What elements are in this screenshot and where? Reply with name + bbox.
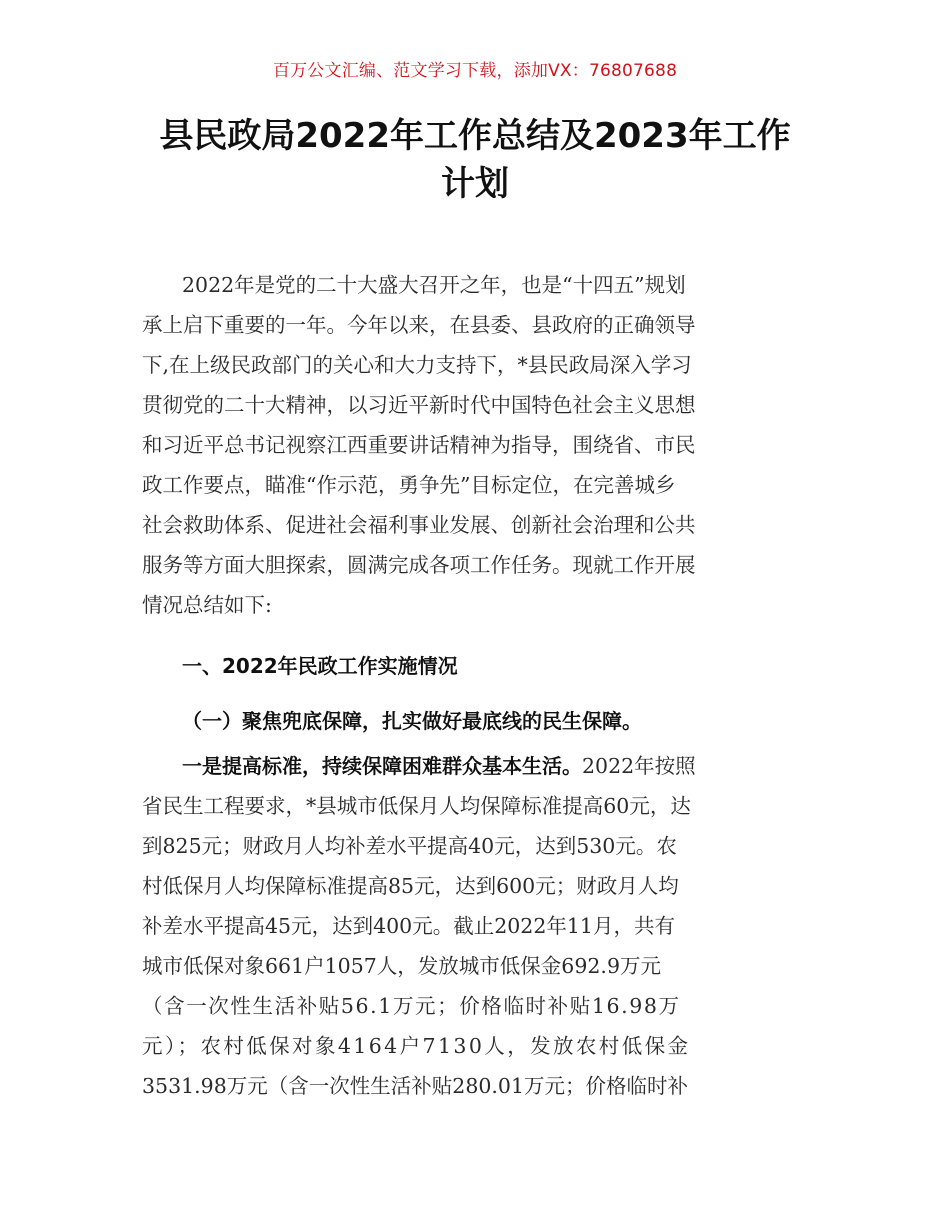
- paragraph-line: 城市低保对象661户1057人，发放城市低保金692.9万元: [142, 954, 661, 978]
- section-heading: 一、2022年民政工作实施情况: [182, 654, 458, 678]
- paragraph-line: 服务等方面大胆探索，圆满完成各项工作任务。现就工作开展: [142, 553, 696, 577]
- paragraph-line: 省民生工程要求，*县城市低保月人均保障标准提高60元，达: [142, 794, 691, 818]
- promo-banner: 百万公文汇编、范文学习下载，添加VX：76807688: [272, 61, 678, 81]
- title-line: 计划: [441, 164, 509, 204]
- paragraph-line: [142, 746, 810, 786]
- standards-paragraph: [142, 746, 810, 1106]
- paragraph-line: 贯彻党的二十大精神，以习近平新时代中国特色社会主义思想: [142, 393, 696, 417]
- paragraph-line: 承上启下重要的一年。今年以来，在县委、县政府的正确领导: [142, 313, 696, 337]
- paragraph-line: 2022年是党的二十大盛大召开之年，也是“十四五”规划: [182, 273, 686, 297]
- paragraph-line-rest: 2022年按照: [582, 754, 696, 778]
- paragraph-line: 补差水平提高45元，达到400元。截止2022年11月，共有: [142, 914, 675, 938]
- title-line: 县民政局2022年工作总结及2023年工作: [159, 116, 791, 156]
- paragraph-lead: 一是提高标准，持续保障困难群众基本生活。: [182, 754, 582, 778]
- paragraph-line: 3531.98万元（含一次性生活补贴280.01万元；价格临时补: [142, 1074, 689, 1098]
- paragraph-line: （含一次性生活补贴56.1万元；价格临时补贴16.98万: [142, 994, 681, 1018]
- subsection-heading: （一）聚焦兜底保障，扎实做好最底线的民生保障。: [182, 709, 642, 733]
- paragraph-line: 村低保月人均保障标准提高85元，达到600元；财政月人均: [142, 874, 679, 898]
- paragraph-line: 元）；农村低保对象4164户7130人，发放农村低保金: [142, 1034, 691, 1058]
- paragraph-line: 社会救助体系、促进社会福利事业发展、创新社会治理和公共: [142, 513, 696, 537]
- intro-paragraph: [142, 265, 810, 625]
- paragraph-line: 下,在上级民政部门的关心和大力支持下，*县民政局深入学习: [142, 353, 692, 377]
- document-title: [60, 112, 890, 208]
- paragraph-line: 和习近平总书记视察江西重要讲话精神为指导，围绕省、市民: [142, 433, 696, 457]
- paragraph-line: 政工作要点，瞄准“作示范，勇争先”目标定位，在完善城乡: [142, 473, 676, 497]
- paragraph-line: 情况总结如下:: [142, 593, 272, 617]
- paragraph-line: 到825元；财政月人均补差水平提高40元，达到530元。农: [142, 834, 677, 858]
